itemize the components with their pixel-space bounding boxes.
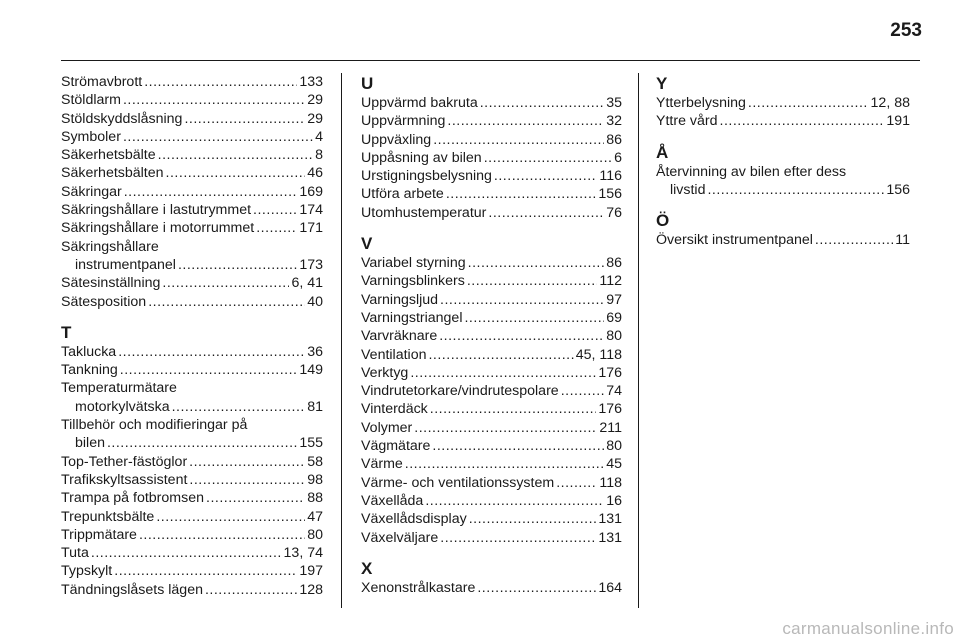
- entry-pages: 97: [606, 291, 622, 308]
- entry-heading: Tillbehör och modifieringar på: [61, 417, 248, 434]
- index-entry: [61, 183, 323, 201]
- entry-pages: 191: [886, 113, 910, 130]
- entry-pages: 69: [606, 309, 622, 326]
- entry-row: [361, 579, 622, 597]
- entry-pages: 45: [606, 456, 622, 473]
- header-rule: [61, 60, 920, 61]
- index-entry: [656, 163, 910, 200]
- entry-pages: 47: [307, 508, 323, 525]
- entry-row: [361, 204, 622, 222]
- index-entry: [61, 274, 323, 292]
- dot-leader: [440, 529, 596, 547]
- entry-heading: Återvinning av bilen efter dess: [656, 163, 847, 180]
- entry-pages: 86: [606, 131, 622, 148]
- entry-term: Stöldlarm: [61, 92, 121, 109]
- dot-leader: [189, 453, 305, 471]
- entry-term: Uppväxling: [361, 131, 432, 148]
- entry-term: Uppåsning av bilen: [361, 149, 482, 166]
- index-entry: [361, 291, 622, 309]
- entry-term: Varningsblinkers: [361, 273, 465, 290]
- entry-row: [61, 562, 323, 580]
- index-entry: [61, 508, 323, 526]
- entry-row: [61, 434, 323, 452]
- entry-pages: 128: [299, 581, 323, 598]
- index-column-2: [361, 73, 622, 608]
- entry-term: Växellåda: [361, 492, 424, 509]
- dot-leader: [561, 382, 605, 400]
- entry-term: Värme- och ventilationssystem: [361, 474, 555, 491]
- entry-row: [656, 112, 910, 130]
- entry-term: Vägmätare: [361, 438, 431, 455]
- index-entry: [361, 272, 622, 290]
- entry-term: Växellådsdisplay: [361, 511, 467, 528]
- entry-term: motorkylvätska: [75, 398, 170, 415]
- entry-term: Växelväljare: [361, 529, 439, 546]
- dot-leader: [467, 272, 598, 290]
- entry-row: [361, 309, 622, 327]
- entry-term: Sätesposition: [61, 293, 147, 310]
- index-entry: [61, 128, 323, 146]
- index-column-1: [61, 73, 323, 610]
- dot-leader: [158, 146, 313, 164]
- index-column-3: [656, 73, 910, 260]
- entry-term: Uppvärmd bakruta: [361, 95, 478, 111]
- dot-leader: [494, 167, 597, 185]
- index-entry: [361, 131, 622, 149]
- index-entry: [61, 201, 323, 219]
- index-entry: [61, 581, 323, 599]
- dot-leader: [123, 128, 313, 146]
- dot-leader: [440, 291, 604, 309]
- entry-pages: 98: [307, 471, 323, 488]
- entry-pages: 116: [599, 168, 622, 185]
- entry-pages: 12, 88: [870, 95, 910, 111]
- entry-row: [361, 131, 622, 149]
- index-entry: [361, 419, 622, 437]
- entry-row: [361, 382, 622, 400]
- dot-leader: [405, 455, 604, 473]
- entry-pages: 156: [886, 181, 910, 198]
- entry-term: Översikt instrumentpanel: [656, 232, 813, 249]
- entry-term: livstid: [670, 181, 706, 198]
- entry-term: Typskylt: [61, 563, 113, 580]
- index-section: [656, 142, 910, 200]
- section-letter: Y: [656, 74, 668, 93]
- index-entry: [61, 238, 323, 275]
- dot-leader: [480, 94, 605, 112]
- entry-row: [61, 526, 323, 544]
- entry-pages: 8: [315, 147, 323, 164]
- section-letter: T: [61, 322, 72, 342]
- entry-row: [61, 128, 323, 146]
- index-entry: [61, 146, 323, 164]
- entry-row: [361, 149, 622, 167]
- dot-leader: [253, 201, 297, 219]
- entry-term: Varningstriangel: [361, 309, 463, 326]
- dot-leader: [166, 164, 306, 182]
- page-number: 253: [890, 20, 922, 41]
- entry-pages: 131: [598, 529, 622, 546]
- entry-pages: 211: [599, 419, 622, 436]
- entry-term: instrumentpanel: [75, 256, 176, 273]
- entry-row: [361, 185, 622, 203]
- index-entry: [361, 437, 622, 455]
- entry-row: [656, 231, 910, 249]
- dot-leader: [428, 346, 573, 364]
- entry-term: Ytterbelysning: [656, 95, 746, 111]
- entry-term: Ventilation: [361, 346, 427, 363]
- index-entry: [361, 185, 622, 203]
- index-entry: [61, 453, 323, 471]
- entry-term: Varvräknare: [361, 328, 438, 345]
- index-entry: [361, 167, 622, 185]
- index-entry: [361, 455, 622, 473]
- dot-leader: [468, 254, 605, 272]
- entry-pages: 13, 74: [283, 545, 323, 562]
- entry-term: Utföra arbete: [361, 186, 444, 203]
- dot-leader: [205, 581, 297, 599]
- dot-leader: [120, 361, 298, 379]
- dot-leader: [433, 131, 604, 149]
- entry-term: Varningsljud: [361, 291, 439, 308]
- index-section: [61, 73, 323, 311]
- index-entry: [361, 510, 622, 528]
- dot-leader: [432, 437, 604, 455]
- index-entry: [61, 416, 323, 453]
- entry-term: Tändningslåsets lägen: [61, 581, 203, 598]
- index-entry: [61, 110, 323, 128]
- dot-leader: [162, 274, 289, 292]
- entry-pages: 171: [299, 220, 323, 237]
- index-entry: [361, 364, 622, 382]
- entry-row: [61, 256, 323, 274]
- index-section: [361, 73, 622, 222]
- entry-row: [361, 437, 622, 455]
- entry-heading: Temperaturmätare: [61, 380, 177, 397]
- entry-term: Vindrutetorkare/vindrutespolare: [361, 383, 559, 400]
- entry-row: [361, 327, 622, 345]
- entry-pages: 76: [606, 204, 622, 221]
- entry-pages: 46: [307, 165, 323, 182]
- entry-row: [656, 181, 910, 199]
- section-letter: X: [361, 558, 373, 578]
- entry-term: Sätesinställning: [61, 275, 161, 292]
- entry-term: Tankning: [61, 362, 118, 379]
- entry-term: Värme: [361, 456, 403, 473]
- index-entry: [361, 149, 622, 167]
- entry-term: Stöldskyddslåsning: [61, 110, 183, 127]
- entry-pages: 16: [606, 492, 622, 509]
- entry-pages: 74: [606, 383, 622, 400]
- dot-leader: [189, 471, 305, 489]
- index-section: [61, 322, 323, 599]
- dot-leader: [484, 149, 612, 167]
- dot-leader: [172, 398, 306, 416]
- index-entry: [61, 219, 323, 237]
- dot-leader: [206, 489, 305, 507]
- index-entry: [61, 489, 323, 507]
- watermark: carmanualsonline.info: [782, 619, 954, 638]
- entry-pages: 11: [895, 232, 910, 249]
- entry-row: [61, 274, 323, 292]
- entry-row: [361, 419, 622, 437]
- entry-pages: 40: [307, 293, 323, 310]
- entry-term: Strömavbrott: [61, 74, 143, 90]
- entry-row: [361, 94, 622, 112]
- entry-row: [61, 73, 323, 91]
- entry-row: [61, 343, 323, 361]
- entry-term: Tuta: [61, 545, 89, 562]
- entry-row: [61, 453, 323, 471]
- entry-pages: 112: [599, 273, 622, 290]
- dot-leader: [414, 419, 597, 437]
- dot-leader: [707, 181, 884, 199]
- dot-leader: [124, 183, 298, 201]
- entry-pages: 4: [315, 128, 323, 145]
- dot-leader: [720, 112, 885, 130]
- entry-row: [61, 398, 323, 416]
- dot-leader: [425, 492, 604, 510]
- entry-term: Uppvärmning: [361, 113, 446, 130]
- dot-leader: [488, 204, 604, 222]
- index-entry: [361, 94, 622, 112]
- dot-leader: [477, 579, 596, 597]
- entry-row: [361, 510, 622, 528]
- entry-term: Taklucka: [61, 343, 117, 360]
- entry-pages: 6, 41: [291, 275, 323, 292]
- entry-pages: 29: [307, 110, 323, 127]
- index-entry: [361, 529, 622, 547]
- entry-row: [361, 167, 622, 185]
- entry-term: Urstigningsbelysning: [361, 168, 492, 185]
- entry-pages: 29: [307, 92, 323, 109]
- entry-term: Trippmätare: [61, 526, 137, 543]
- entry-row: [361, 474, 622, 492]
- index-entry: [61, 544, 323, 562]
- column-divider-1: [341, 73, 342, 608]
- entry-row: [361, 346, 622, 364]
- entry-pages: 80: [307, 526, 323, 543]
- dot-leader: [91, 544, 282, 562]
- dot-leader: [410, 364, 596, 382]
- column-divider-2: [638, 73, 639, 608]
- entry-row: [61, 201, 323, 219]
- index-entry: [656, 112, 910, 130]
- index-entry: [61, 361, 323, 379]
- dot-leader: [139, 526, 305, 544]
- index-entry: [361, 309, 622, 327]
- entry-term: Säkringshållare i lastutrymmet: [61, 202, 252, 219]
- entry-pages: 174: [299, 202, 323, 219]
- entry-row: [61, 544, 323, 562]
- entry-row: [61, 183, 323, 201]
- dot-leader: [178, 256, 297, 274]
- dot-leader: [144, 73, 297, 91]
- entry-term: Säkringshållare i motorrummet: [61, 220, 255, 237]
- section-letter: V: [361, 234, 373, 254]
- index-entry: [61, 562, 323, 580]
- entry-row: [361, 254, 622, 272]
- entry-pages: 173: [299, 256, 323, 273]
- entry-pages: 176: [598, 401, 622, 418]
- entry-pages: 156: [598, 186, 622, 203]
- entry-row: [61, 91, 323, 109]
- entry-row: [361, 455, 622, 473]
- entry-row: [656, 94, 910, 112]
- entry-row: [61, 293, 323, 311]
- entry-term: Säkerhetsbälten: [61, 165, 164, 182]
- entry-pages: 197: [299, 563, 323, 580]
- dot-leader: [439, 327, 604, 345]
- entry-row: [61, 110, 323, 128]
- entry-row: [61, 164, 323, 182]
- entry-pages: 133: [299, 74, 323, 90]
- entry-pages: 35: [606, 95, 622, 111]
- entry-row: [361, 291, 622, 309]
- index-section: [656, 73, 910, 131]
- entry-term: Top-Tether-fästöglor: [61, 453, 188, 470]
- dot-leader: [447, 112, 604, 130]
- entry-row: [61, 219, 323, 237]
- index-entry: [361, 327, 622, 345]
- section-letter: Å: [656, 142, 669, 162]
- entry-row: [361, 492, 622, 510]
- entry-term: Vinterdäck: [361, 401, 428, 418]
- entry-pages: 80: [606, 438, 622, 455]
- dot-leader: [446, 185, 597, 203]
- dot-leader: [184, 110, 305, 128]
- entry-heading: Säkringshållare: [61, 238, 159, 255]
- index-section: [656, 210, 910, 249]
- entry-row: [61, 471, 323, 489]
- entry-row: [61, 361, 323, 379]
- dot-leader: [148, 293, 305, 311]
- dot-leader: [118, 343, 305, 361]
- entry-term: Volymer: [361, 419, 413, 436]
- entry-pages: 176: [598, 364, 622, 381]
- index-entry: [361, 112, 622, 130]
- index-entry: [361, 400, 622, 418]
- dot-leader: [748, 94, 869, 112]
- entry-term: Trampa på fotbromsen: [61, 490, 204, 507]
- dot-leader: [256, 219, 297, 237]
- dot-leader: [123, 91, 305, 109]
- entry-pages: 81: [307, 398, 323, 415]
- dot-leader: [107, 434, 297, 452]
- section-letter: U: [361, 74, 374, 93]
- entry-row: [61, 581, 323, 599]
- index-entry: [361, 254, 622, 272]
- entry-term: bilen: [75, 435, 105, 452]
- entry-pages: 118: [599, 474, 622, 491]
- entry-pages: 58: [307, 453, 323, 470]
- entry-pages: 149: [299, 362, 323, 379]
- entry-pages: 131: [598, 511, 622, 528]
- entry-term: Säkringar: [61, 183, 122, 200]
- entry-row: [361, 400, 622, 418]
- entry-pages: 6: [614, 149, 622, 166]
- entry-term: Xenonstrålkastare: [361, 579, 476, 596]
- index-entry: [361, 492, 622, 510]
- index-entry: [61, 164, 323, 182]
- entry-pages: 169: [299, 183, 323, 200]
- entry-term: Variabel styrning: [361, 255, 466, 272]
- entry-row: [61, 508, 323, 526]
- dot-leader: [156, 508, 305, 526]
- index-entry: [361, 474, 622, 492]
- entry-row: [361, 112, 622, 130]
- index-section: [361, 233, 622, 547]
- entry-term: Trepunktsbälte: [61, 508, 155, 525]
- entry-pages: 45, 118: [575, 346, 622, 363]
- index-entry: [361, 204, 622, 222]
- dot-leader: [815, 231, 893, 249]
- index-section: [361, 558, 622, 597]
- index-entry: [61, 91, 323, 109]
- entry-row: [61, 146, 323, 164]
- entry-term: Verktyg: [361, 364, 409, 381]
- entry-row: [361, 272, 622, 290]
- entry-row: [361, 364, 622, 382]
- dot-leader: [556, 474, 597, 492]
- entry-pages: 36: [307, 343, 323, 360]
- entry-term: Symboler: [61, 128, 121, 145]
- index-entry: [61, 379, 323, 416]
- dot-leader: [430, 400, 597, 418]
- entry-pages: 86: [606, 255, 622, 272]
- entry-pages: 80: [606, 328, 622, 345]
- index-entry: [361, 382, 622, 400]
- dot-leader: [114, 562, 297, 580]
- index-entry: [656, 231, 910, 249]
- entry-row: [61, 489, 323, 507]
- index-entry: [361, 346, 622, 364]
- index-entry: [61, 293, 323, 311]
- entry-row: [361, 529, 622, 547]
- entry-term: Utomhustemperatur: [361, 204, 487, 221]
- entry-pages: 32: [606, 113, 622, 130]
- entry-pages: 88: [307, 490, 323, 507]
- index-entry: [61, 343, 323, 361]
- index-entry: [61, 471, 323, 489]
- entry-term: Trafikskyltsassistent: [61, 471, 188, 488]
- dot-leader: [464, 309, 604, 327]
- entry-term: Säkerhetsbälte: [61, 147, 156, 164]
- section-letter: Ö: [656, 211, 670, 231]
- dot-leader: [469, 510, 597, 528]
- index-entry: [61, 526, 323, 544]
- index-entry: [656, 94, 910, 112]
- entry-term: Yttre vård: [656, 113, 718, 130]
- index-entry: [61, 73, 323, 91]
- index-entry: [361, 579, 622, 597]
- entry-pages: 164: [598, 579, 622, 596]
- entry-pages: 155: [299, 435, 323, 452]
